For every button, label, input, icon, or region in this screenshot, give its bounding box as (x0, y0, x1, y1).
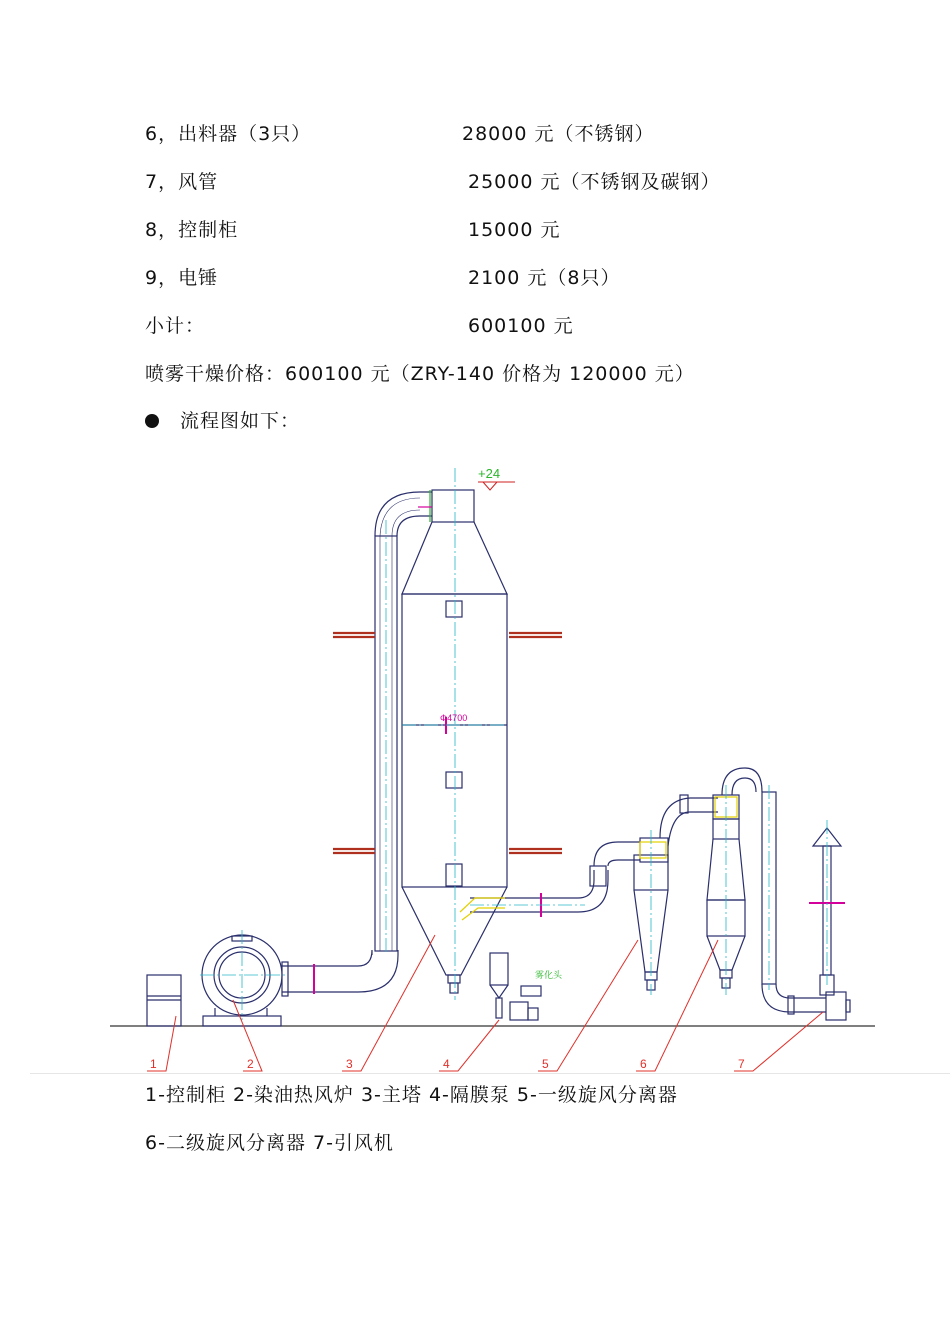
centerlines (200, 468, 827, 1020)
nozzle-label: 雾化头 (535, 971, 563, 981)
price-row-7-value: 25000 元（不锈钢及碳钢） (468, 171, 721, 193)
callout-number-6: 6 (640, 1057, 647, 1071)
cyclone-1 (634, 795, 718, 990)
divider (30, 1073, 950, 1074)
legend-caption-line-1: 1-控制柜 2-染油热风炉 3-主塔 4-隔膜泵 5-一级旋风分离器 (145, 1084, 678, 1106)
bullet-icon (145, 414, 159, 428)
flow-heading: 流程图如下： (180, 410, 301, 432)
pipe-flanges (314, 717, 845, 994)
price-row-6-value: 28000 元（不锈钢） (462, 123, 655, 145)
hot-air-furnace (202, 935, 398, 1026)
price-row-7-label: 7，风管 (145, 171, 219, 193)
price-row-8-label: 8，控制柜 (145, 219, 239, 241)
callout-number-4: 4 (443, 1057, 450, 1071)
price-row-9-value: 2100 元（8只） (468, 267, 621, 289)
subtotal-value: 600100 元 (468, 315, 574, 337)
callout-number-7: 7 (738, 1057, 745, 1071)
total-price-line: 喷雾干燥价格：600100 元（ZRY-140 价格为 120000 元） (145, 363, 695, 385)
callout-number-1: 1 (150, 1057, 157, 1071)
diameter-dimension-label: Φ4700 (440, 713, 468, 723)
elevation-label: +24 (478, 466, 501, 481)
callout-number-2: 2 (247, 1057, 254, 1071)
induced-draft-fan (813, 828, 850, 1020)
callout-number-5: 5 (542, 1057, 549, 1071)
auxiliary-lines (418, 490, 737, 920)
subtotal-label: 小计： (145, 315, 206, 337)
callout-number-3: 3 (346, 1057, 353, 1071)
price-row-6-label: 6，出料器（3只） (145, 123, 312, 145)
callout-leaders (147, 935, 823, 1071)
spray-dryer-flow-diagram (0, 455, 950, 1075)
price-row-9-label: 9，电锤 (145, 267, 219, 289)
elevation-mark (478, 482, 515, 490)
diaphragm-pump (490, 953, 541, 1020)
riser-duct (375, 492, 432, 951)
support-beams (333, 633, 562, 853)
legend-caption-line-2: 6-二级旋风分离器 7-引风机 (145, 1132, 394, 1154)
main-tower (402, 490, 507, 993)
price-row-8-value: 15000 元 (468, 219, 561, 241)
